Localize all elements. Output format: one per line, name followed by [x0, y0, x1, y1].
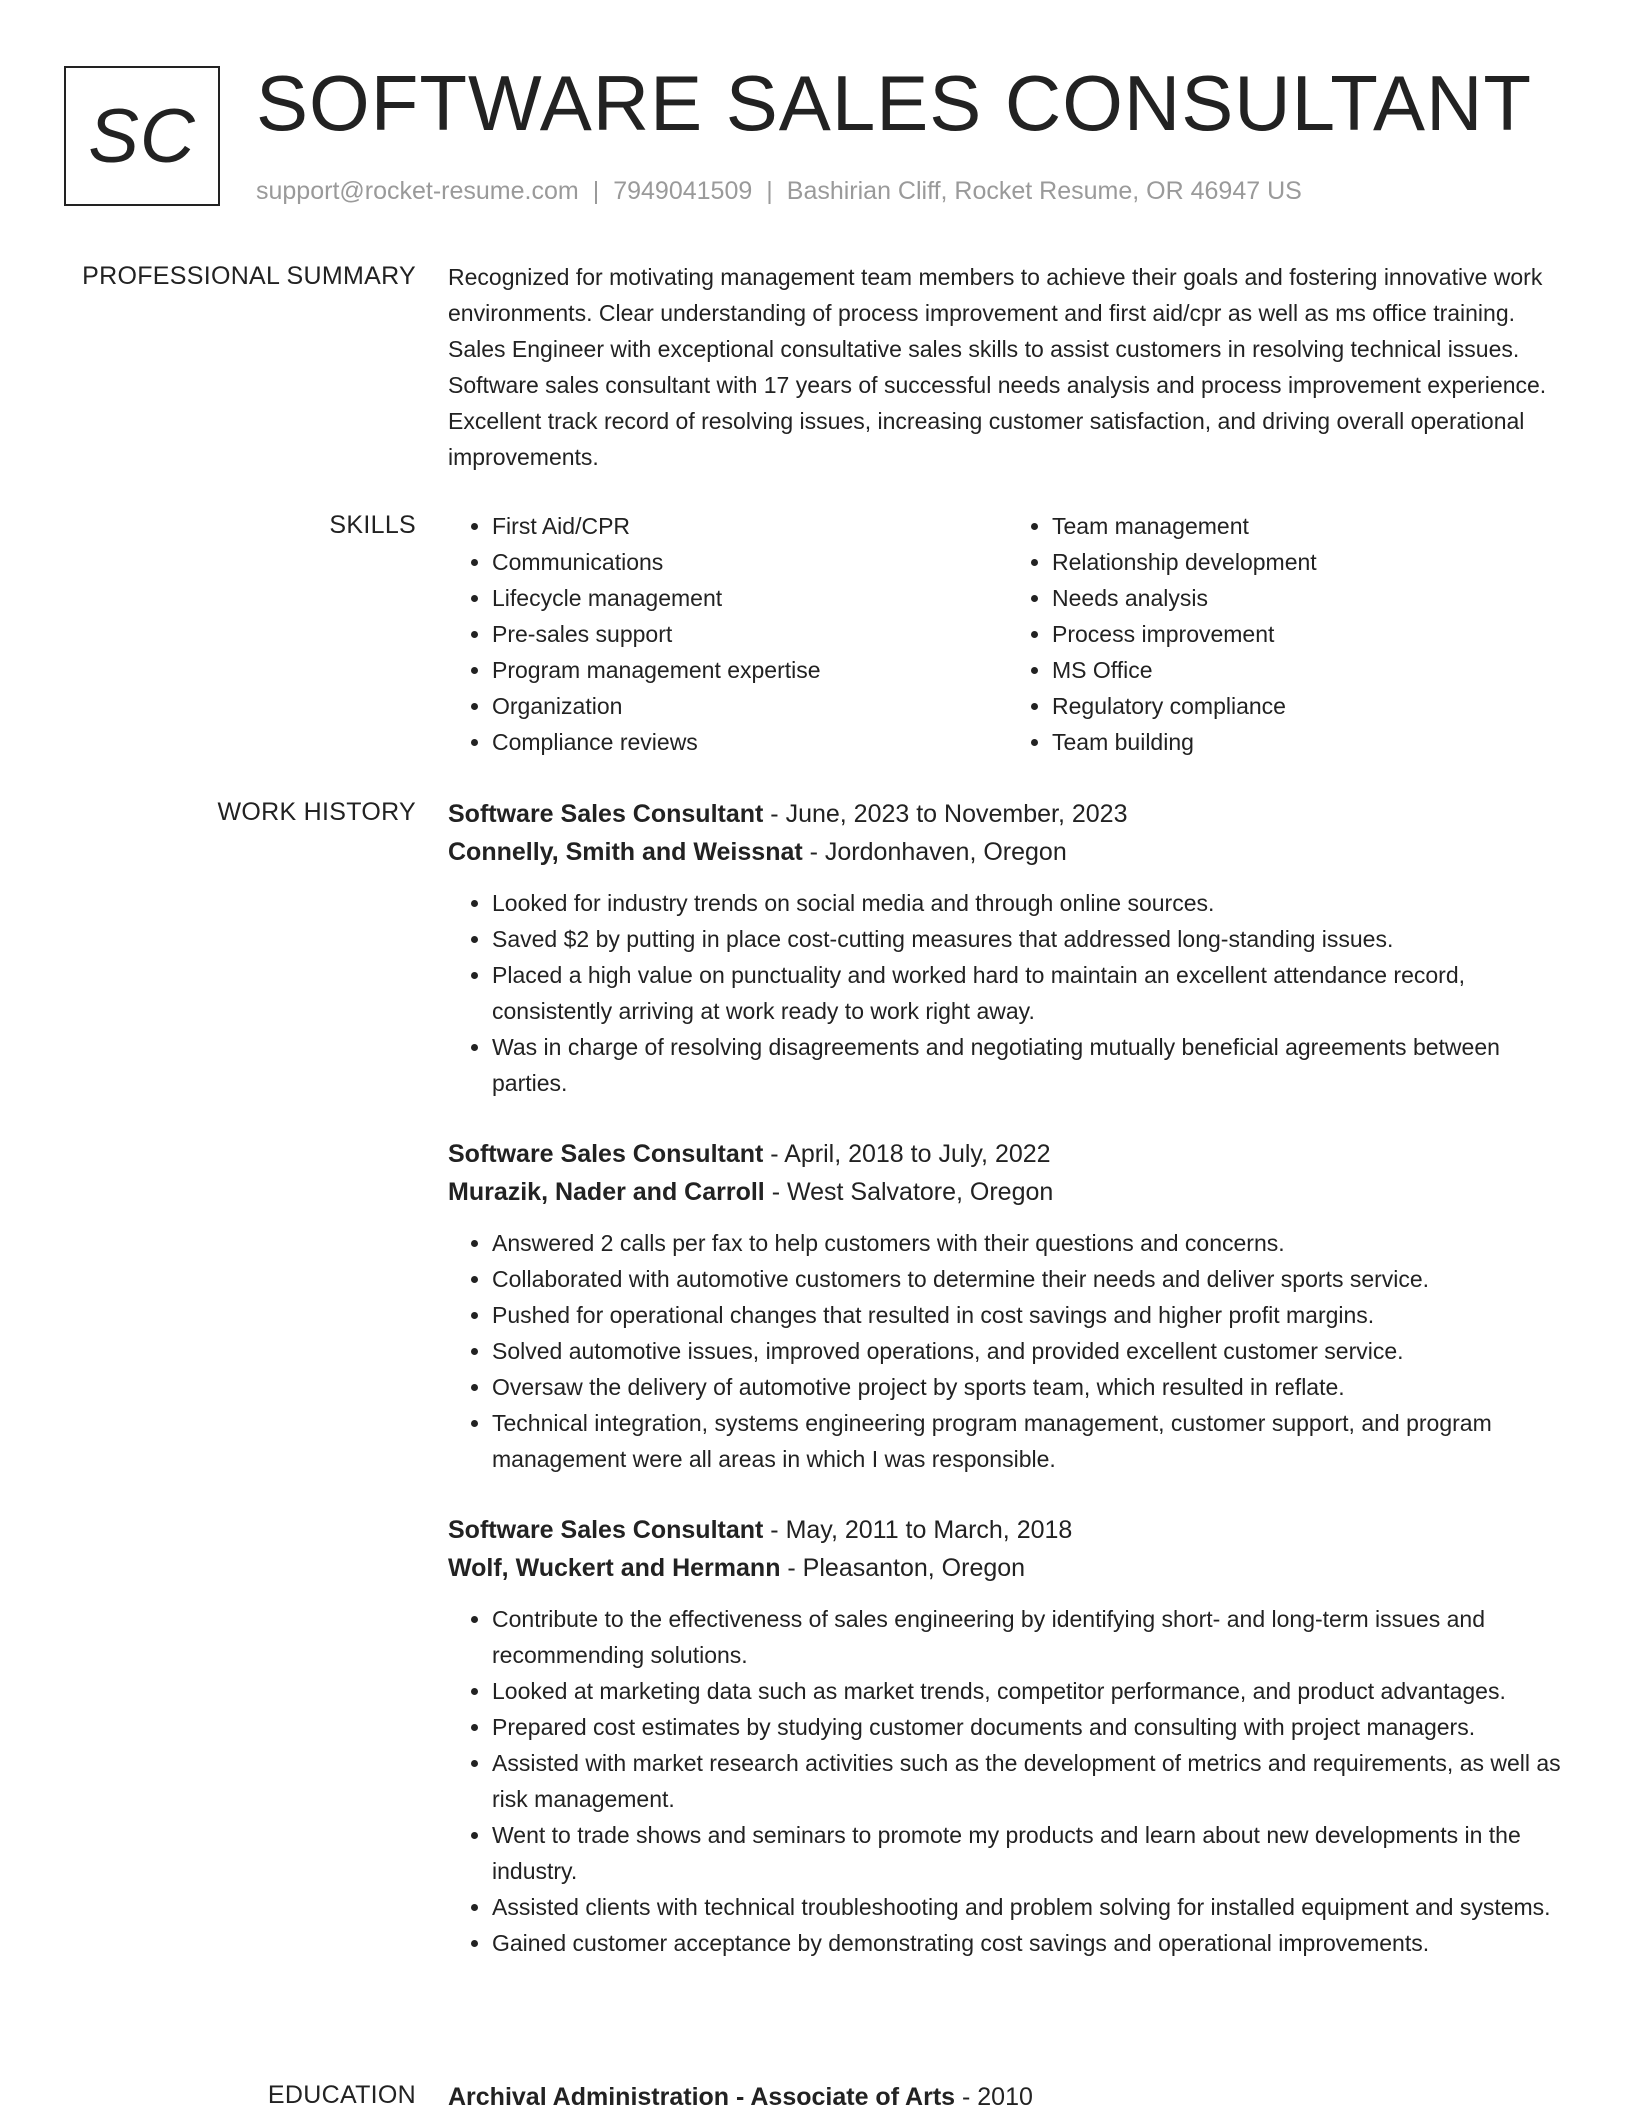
skills-heading: SKILLS	[329, 511, 416, 539]
skill-item: • Team building	[1052, 724, 1568, 760]
job-company-line	[448, 1549, 1568, 1587]
skills-body	[448, 508, 1568, 760]
job-bullet: • Technical integration, systems engineering program management, customer support, and program management were all areas in which I was responsible.	[492, 1405, 1568, 1477]
job-bullets	[448, 1225, 1568, 1477]
work-history-heading: WORK HISTORY	[217, 798, 416, 826]
job-bullet: • Pushed for operational changes that resulted in cost savings and higher profit margins.	[492, 1297, 1568, 1333]
job-bullets	[448, 1601, 1568, 1961]
skill-item: • First Aid/CPR	[492, 508, 1008, 544]
job-entry	[448, 1135, 1568, 1477]
job-title: Software Sales Consultant	[448, 800, 764, 828]
job-company-line	[448, 833, 1568, 871]
skill-item: • Process improvement	[1052, 616, 1568, 652]
contact-separator: |	[592, 177, 600, 205]
education-degree: Archival Administration - Associate of Arts	[448, 2083, 956, 2111]
job-bullet: • Looked for industry trends on social media and through online sources.	[492, 885, 1568, 921]
resume-title: SOFTWARE SALES CONSULTANT	[256, 59, 1533, 147]
summary-body	[448, 259, 1568, 475]
skills-list-right	[1008, 508, 1568, 760]
skill-item: • Regulatory compliance	[1052, 688, 1568, 724]
contact-line	[256, 174, 1302, 208]
skill-item: • Relationship development	[1052, 544, 1568, 580]
monogram-initials: SC	[88, 93, 196, 179]
job-bullet: • Went to trade shows and seminars to promote my products and learn about new developments in the industry.	[492, 1817, 1568, 1889]
job-company: Murazik, Nader and Carroll	[448, 1178, 765, 1206]
contact-address: Bashirian Cliff, Rocket Resume, OR 46947 US	[786, 177, 1302, 205]
job-bullet: • Looked at marketing data such as market trends, competitor performance, and product advantages.	[492, 1673, 1568, 1709]
job-company: Wolf, Wuckert and Hermann	[448, 1554, 781, 1582]
summary-text: Recognized for motivating management team members to achieve their goals and fostering innovative work environments. Clear understanding of process improvement and first aid/cpr as well as ms office training. Sales Engineer with exceptional consultative sales skills to assist customers in resolving technical issues. Software sales consultant with 17 years of successful needs analysis and process improvement experience. Excellent track record of resolving issues, increasing customer satisfaction, and driving overall operational improvements.	[448, 264, 1547, 470]
skills-list-left	[448, 508, 1008, 760]
contact-email: support@rocket-resume.com	[256, 177, 579, 205]
job-company-line	[448, 1173, 1568, 1211]
education-heading: EDUCATION	[267, 2081, 416, 2109]
skill-item: • Pre-sales support	[492, 616, 1008, 652]
skill-item: • Program management expertise	[492, 652, 1008, 688]
job-title: Software Sales Consultant	[448, 1516, 764, 1544]
skill-item: • Team management	[1052, 508, 1568, 544]
job-entry	[448, 795, 1568, 1101]
education-body	[448, 2078, 1568, 2116]
job-bullet: • Assisted with market research activities such as the development of metrics and requirements, as well as risk management.	[492, 1745, 1568, 1817]
job-location: - Jordonhaven, Oregon	[802, 838, 1067, 866]
skill-item: • Compliance reviews	[492, 724, 1008, 760]
summary-heading: PROFESSIONAL SUMMARY	[82, 262, 416, 290]
contact-separator: |	[766, 177, 773, 205]
skill-item: • Lifecycle management	[492, 580, 1008, 616]
education-year: - 2010	[955, 2083, 1033, 2111]
job-bullet: • Assisted clients with technical troubleshooting and problem solving for installed equipment and systems.	[492, 1889, 1568, 1925]
job-title-line	[448, 795, 1568, 833]
job-dates: - April, 2018 to July, 2022	[763, 1140, 1051, 1168]
job-location: - West Salvatore, Oregon	[764, 1178, 1054, 1206]
job-bullet: • Prepared cost estimates by studying customer documents and consulting with project managers.	[492, 1709, 1568, 1745]
skill-item: • Communications	[492, 544, 1008, 580]
work-history-body	[448, 795, 1568, 1995]
job-entry	[448, 1511, 1568, 1961]
job-bullet: • Solved automotive issues, improved operations, and provided excellent customer service.	[492, 1333, 1568, 1369]
job-bullets	[448, 885, 1568, 1101]
contact-phone: 7949041509	[613, 177, 753, 205]
skill-item: • Needs analysis	[1052, 580, 1568, 616]
job-bullet: • Gained customer acceptance by demonstrating cost savings and operational improvements.	[492, 1925, 1568, 1961]
job-bullet: • Collaborated with automotive customers to determine their needs and deliver sports service.	[492, 1261, 1568, 1297]
job-company: Connelly, Smith and Weissnat	[448, 838, 803, 866]
skill-item: • Organization	[492, 688, 1008, 724]
job-bullet: • Saved $2 by putting in place cost-cutting measures that addressed long-standing issues.	[492, 921, 1568, 957]
job-title-line	[448, 1511, 1568, 1549]
job-bullet: • Answered 2 calls per fax to help customers with their questions and concerns.	[492, 1225, 1568, 1261]
job-bullet: • Contribute to the effectiveness of sales engineering by identifying short- and long-term issues and recommending solutions.	[492, 1601, 1568, 1673]
job-title-line	[448, 1135, 1568, 1173]
job-bullet: • Oversaw the delivery of automotive project by sports team, which resulted in reflate.	[492, 1369, 1568, 1405]
job-title: Software Sales Consultant	[448, 1140, 764, 1168]
monogram-box	[64, 66, 220, 206]
job-dates: - June, 2023 to November, 2023	[763, 800, 1128, 828]
skill-item: • MS Office	[1052, 652, 1568, 688]
job-location: - Pleasanton, Oregon	[780, 1554, 1026, 1582]
education-line	[448, 2078, 1568, 2116]
job-dates: - May, 2011 to March, 2018	[763, 1516, 1073, 1544]
job-bullet: • Placed a high value on punctuality and worked hard to maintain an excellent attendance record, consistently arriving at work ready to work right away.	[492, 957, 1568, 1029]
job-bullet: • Was in charge of resolving disagreements and negotiating mutually beneficial agreements between parties.	[492, 1029, 1568, 1101]
